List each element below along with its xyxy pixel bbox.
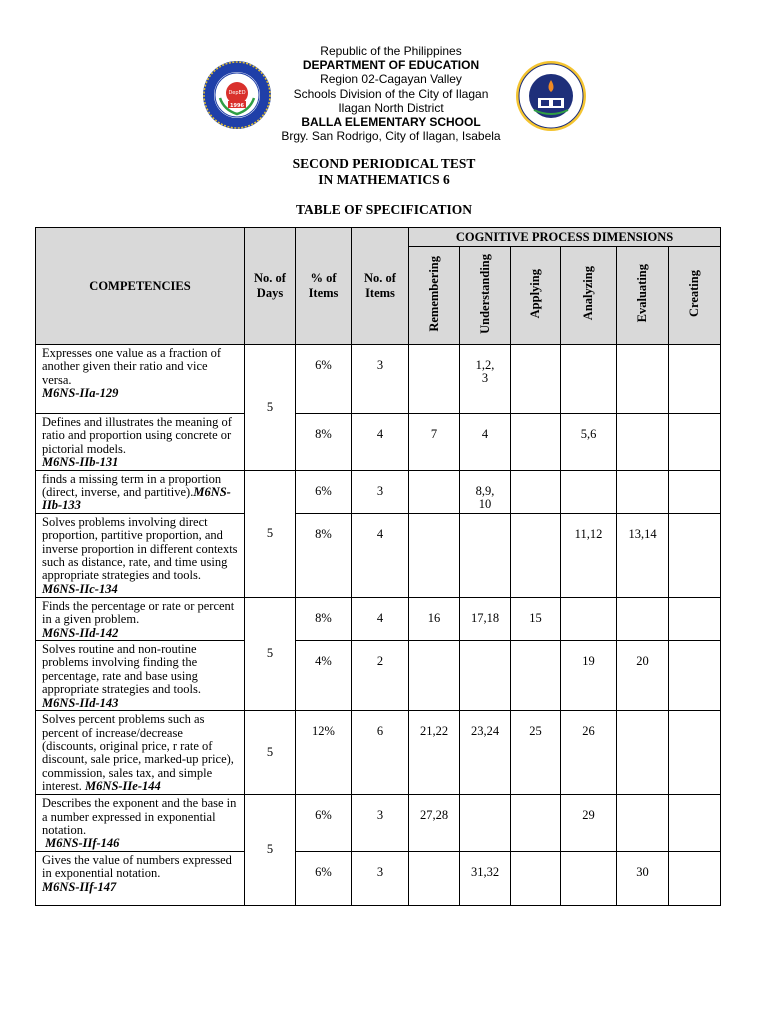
items-cell: 4 xyxy=(352,597,409,640)
competency-cell xyxy=(36,641,245,711)
remembering-cell xyxy=(409,641,460,711)
table-row xyxy=(36,513,721,597)
remembering-cell: 21,22 xyxy=(409,711,460,795)
understanding-cell: 31,32 xyxy=(460,851,511,905)
competency-text: Finds the percentage or rate or percent in a given problem. xyxy=(42,598,235,627)
header-line-division: Schools Division of the City of Ilagan xyxy=(293,86,489,101)
evaluating-cell xyxy=(617,795,669,852)
applying-cell xyxy=(511,513,561,597)
creating-cell xyxy=(669,414,721,471)
percent-cell: 8% xyxy=(296,513,352,597)
competency-cell xyxy=(36,513,245,597)
items-cell: 2 xyxy=(352,641,409,711)
creating-cell xyxy=(669,851,721,905)
header-days: No. of Days xyxy=(245,228,296,345)
competency-code: M6NS-IIf-147 xyxy=(42,879,117,894)
items-cell: 3 xyxy=(352,345,409,414)
evaluating-cell xyxy=(617,345,669,414)
header-line-region: Region 02-Cagayan Valley xyxy=(320,72,462,87)
table-row xyxy=(36,470,721,513)
percent-cell: 8% xyxy=(296,414,352,471)
header-line-republic: Republic of the Philippines xyxy=(320,44,462,58)
school-seal-logo xyxy=(202,60,272,130)
days-cell: 5 xyxy=(245,711,296,795)
percent-cell: 6% xyxy=(296,795,352,852)
creating-cell xyxy=(669,711,721,795)
understanding-cell xyxy=(460,795,511,852)
competency-code: M6NS-IIf-146 xyxy=(45,836,120,851)
analyzing-cell: 19 xyxy=(561,641,617,711)
percent-cell: 6% xyxy=(296,345,352,414)
competency-text: Gives the value of numbers expressed in exponential notation. xyxy=(42,852,232,881)
applying-cell xyxy=(511,795,561,852)
document-header xyxy=(0,0,768,150)
header-lines xyxy=(270,44,512,143)
competency-cell xyxy=(36,414,245,471)
competency-text: Solves routine and non-routine problems involving finding the percentage, rate and base using appropriate strategies and tools. xyxy=(42,642,201,697)
evaluating-cell xyxy=(617,470,669,513)
creating-cell xyxy=(669,641,721,711)
percent-cell: 6% xyxy=(296,470,352,513)
remembering-cell xyxy=(409,345,460,414)
applying-cell xyxy=(511,414,561,471)
competency-code: M6NS-IIb-131 xyxy=(42,455,119,470)
header-line-deped: DEPARTMENT OF EDUCATION xyxy=(302,58,480,73)
creating-cell xyxy=(669,795,721,852)
table-title: TABLE OF SPECIFICATION xyxy=(295,202,473,217)
test-subject: IN MATHEMATICS 6 xyxy=(318,172,450,187)
table-row xyxy=(36,851,721,905)
understanding-cell: 23,24 xyxy=(460,711,511,795)
analyzing-cell xyxy=(561,345,617,414)
analyzing-cell xyxy=(561,470,617,513)
table-row xyxy=(36,641,721,711)
days-cell: 5 xyxy=(245,597,296,710)
competency-cell xyxy=(36,851,245,905)
competency-cell xyxy=(36,795,245,852)
percent-cell: 4% xyxy=(296,641,352,711)
competency-cell xyxy=(36,345,245,414)
competency-code: M6NS-IIe-144 xyxy=(85,779,161,794)
test-title: SECOND PERIODICAL TEST xyxy=(292,156,476,171)
understanding-cell: 17,18 xyxy=(460,597,511,640)
analyzing-cell: 5,6 xyxy=(561,414,617,471)
understanding-cell: 1,2, 3 xyxy=(460,345,511,414)
header-competencies: COMPETENCIES xyxy=(36,228,245,345)
applying-cell xyxy=(511,641,561,711)
table-row xyxy=(36,414,721,471)
analyzing-cell: 11,12 xyxy=(561,513,617,597)
header-line-district: Ilagan North District xyxy=(338,100,444,115)
analyzing-cell: 29 xyxy=(561,795,617,852)
applying-cell: 25 xyxy=(511,711,561,795)
days-cell: 5 xyxy=(245,795,296,906)
competency-text: finds a missing term in a proportion (direct, inverse, and partitive). xyxy=(42,471,222,500)
evaluating-cell xyxy=(617,414,669,471)
remembering-cell: 27,28 xyxy=(409,795,460,852)
evaluating-cell xyxy=(617,597,669,640)
items-cell: 3 xyxy=(352,470,409,513)
competency-cell xyxy=(36,711,245,795)
evaluating-cell xyxy=(617,711,669,795)
percent-cell: 8% xyxy=(296,597,352,640)
evaluating-cell: 30 xyxy=(617,851,669,905)
specification-table xyxy=(35,227,721,906)
competency-cell xyxy=(36,470,245,513)
items-cell: 4 xyxy=(352,414,409,471)
competency-text: Describes the exponent and the base in a number expressed in exponential notation. xyxy=(42,796,237,837)
header-percent: % of Items xyxy=(296,228,352,345)
items-cell: 4 xyxy=(352,513,409,597)
competency-text: Solves percent problems such as percent of increase/decrease (discounts, original price, r rate of discount, sale price, marked-up price), commission, sales tax, and simple interest. xyxy=(42,712,234,794)
percent-cell: 12% xyxy=(296,711,352,795)
header-items: No. of Items xyxy=(352,228,409,345)
header-analyzing: Analyzing xyxy=(581,266,595,321)
evaluating-cell: 20 xyxy=(617,641,669,711)
table-row xyxy=(36,795,721,852)
header-line-school: BALLA ELEMENTARY SCHOOL xyxy=(301,115,481,130)
evaluating-cell: 13,14 xyxy=(617,513,669,597)
understanding-cell xyxy=(460,513,511,597)
header-creating: Creating xyxy=(687,270,702,317)
seal-year: 1996 xyxy=(230,103,244,109)
items-cell: 3 xyxy=(352,795,409,852)
table-row xyxy=(36,345,721,414)
table-row xyxy=(36,711,721,795)
header-applying: Applying xyxy=(528,268,542,319)
items-cell: 6 xyxy=(352,711,409,795)
days-cell: 5 xyxy=(245,470,296,597)
seal-inner-text: DepED xyxy=(228,90,246,96)
header-cognitive-dimensions: COGNITIVE PROCESS DIMENSIONS xyxy=(409,228,721,247)
competency-code: M6NS-IIa-129 xyxy=(42,386,119,401)
analyzing-cell xyxy=(561,597,617,640)
creating-cell xyxy=(669,597,721,640)
applying-cell xyxy=(511,345,561,414)
header-understanding: Understanding xyxy=(477,253,492,334)
items-cell: 3 xyxy=(352,851,409,905)
header-line-address: Brgy. San Rodrigo, City of Ilagan, Isabela xyxy=(281,129,501,144)
analyzing-cell: 26 xyxy=(561,711,617,795)
analyzing-cell xyxy=(561,851,617,905)
understanding-cell: 4 xyxy=(460,414,511,471)
days-cell: 5 xyxy=(245,345,296,471)
remembering-cell: 16 xyxy=(409,597,460,640)
understanding-cell xyxy=(460,641,511,711)
competency-code: M6NS-IId-143 xyxy=(42,695,119,710)
creating-cell xyxy=(669,470,721,513)
creating-cell xyxy=(669,345,721,414)
applying-cell xyxy=(511,851,561,905)
header-evaluating: Evaluating xyxy=(635,264,649,323)
competency-code: M6NS-IId-142 xyxy=(42,625,119,640)
table-row xyxy=(36,597,721,640)
remembering-cell xyxy=(409,513,460,597)
header-remembering: Remembering xyxy=(426,255,441,332)
competency-text: Defines and illustrates the meaning of ratio and proportion using concrete or pictorial models. xyxy=(42,415,232,456)
competency-text: Expresses one value as a fraction of another given their ratio and vice versa. xyxy=(42,346,222,387)
percent-cell: 6% xyxy=(296,851,352,905)
creating-cell xyxy=(669,513,721,597)
remembering-cell: 7 xyxy=(409,414,460,471)
competency-cell xyxy=(36,597,245,640)
competency-code: M6NS-IIc-134 xyxy=(42,581,118,596)
understanding-cell: 8,9, 10 xyxy=(460,470,511,513)
division-seal-logo xyxy=(514,60,588,132)
applying-cell xyxy=(511,470,561,513)
competency-code: M6NS-IIb-133 xyxy=(42,485,231,513)
applying-cell: 15 xyxy=(511,597,561,640)
remembering-cell xyxy=(409,851,460,905)
competency-text: Solves problems involving direct proportion, partitive proportion, and inverse proportion in different contexts such as distance, rate, and time using appropriate strategies and tools. xyxy=(42,514,238,583)
remembering-cell xyxy=(409,470,460,513)
